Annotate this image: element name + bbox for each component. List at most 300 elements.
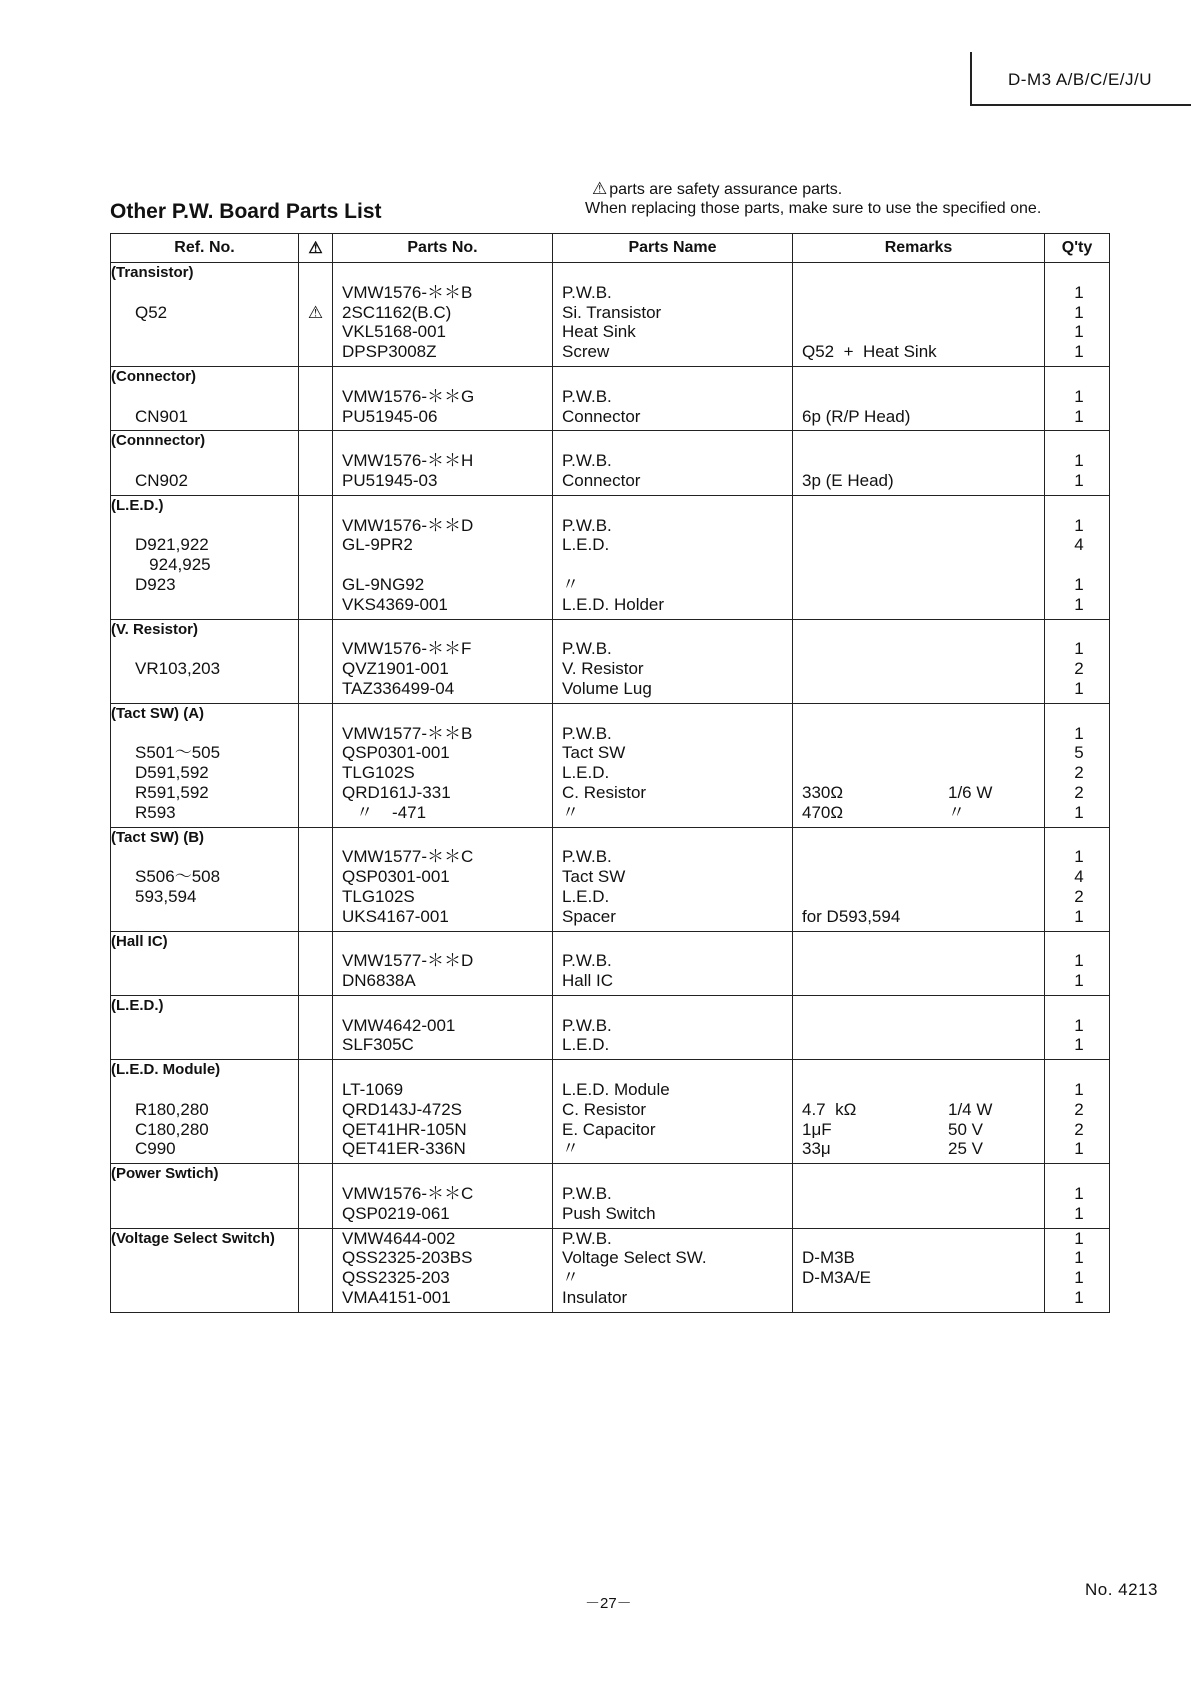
- ref-no-cell: [111, 366, 299, 430]
- warning-cell: [299, 366, 333, 430]
- qty: 1: [1074, 386, 1084, 406]
- qty: 2: [1074, 659, 1084, 679]
- warning-empty: [299, 867, 332, 887]
- ref-no: [111, 1268, 298, 1288]
- ref-no-cell: [111, 431, 299, 495]
- parts-name: C. Resistor: [562, 782, 647, 802]
- parts-no-cell: [333, 1164, 553, 1228]
- parts-no: VMW1576-＊＊C: [342, 1184, 474, 1204]
- remark: [793, 516, 1044, 536]
- parts-no-cell: [333, 366, 553, 430]
- qty: 5: [1074, 743, 1084, 763]
- remark-value: 6p (R/P Head): [802, 406, 911, 426]
- qty: 1: [1074, 406, 1084, 426]
- remark: [793, 1164, 1044, 1184]
- warning-empty: [299, 1060, 332, 1080]
- warning-empty: [299, 1035, 332, 1055]
- parts-no: [333, 828, 552, 848]
- parts-name: L.E.D.: [562, 535, 610, 555]
- parts-no: [333, 1060, 552, 1080]
- qty: [1045, 1164, 1109, 1184]
- qty: 1: [1074, 1288, 1084, 1308]
- ref-no-cell: [111, 1060, 299, 1164]
- warning-empty: [299, 996, 332, 1016]
- parts-no: UKS4167-001: [342, 906, 449, 926]
- ref-no: [111, 1016, 298, 1036]
- warning-cell: [299, 495, 333, 619]
- parts-no: TLG102S: [342, 886, 415, 906]
- ref-no-cell: [111, 827, 299, 931]
- ref-no: [111, 971, 298, 991]
- parts-name-cell: [553, 1228, 793, 1312]
- ref-no: C990: [135, 1139, 176, 1159]
- ref-no: D921,922: [135, 535, 209, 555]
- ref-no-cell: [111, 1228, 299, 1312]
- qty: 2: [1074, 1119, 1084, 1139]
- remark: [793, 322, 1044, 342]
- parts-no: [333, 1164, 552, 1184]
- parts-no: VKL5168-001: [342, 322, 446, 342]
- parts-name: [553, 620, 792, 640]
- category-label: (L.E.D.): [111, 996, 164, 1014]
- parts-name: P.W.B.: [562, 723, 612, 743]
- qty: [1045, 555, 1109, 575]
- category-label: (Connnector): [111, 432, 206, 450]
- parts-name: P.W.B.: [562, 1184, 612, 1204]
- parts-name-cell: [553, 431, 793, 495]
- remarks-cell: [793, 995, 1045, 1059]
- parts-name: 〃: [562, 802, 579, 822]
- warning-empty: [299, 1164, 332, 1184]
- parts-no: VMW1576-＊＊B: [342, 282, 473, 302]
- ref-no: VR103,203: [135, 659, 221, 679]
- remark-value: 330Ω: [802, 782, 844, 802]
- qty: 1: [1074, 1035, 1084, 1055]
- qty-cell: [1045, 619, 1110, 703]
- remark: [793, 1139, 1044, 1159]
- remark: [793, 1100, 1044, 1120]
- page-number: －27－: [585, 1595, 632, 1612]
- category-label: (Transistor): [111, 264, 194, 281]
- warning-empty: [299, 704, 332, 724]
- category-label: (Hall IC): [111, 932, 168, 950]
- ref-no: [111, 283, 298, 303]
- qty: [1045, 828, 1109, 848]
- remark: [793, 407, 1044, 427]
- category-label: (L.E.D. Module): [111, 1061, 221, 1079]
- remark-rating: 25 V: [948, 1139, 983, 1159]
- parts-no: [333, 367, 552, 387]
- qty: 1: [1074, 639, 1084, 659]
- remarks-cell: [793, 366, 1045, 430]
- qty-cell: [1045, 1228, 1110, 1312]
- warning-empty: [299, 803, 332, 823]
- remarks-cell: [793, 431, 1045, 495]
- qty-cell: [1045, 366, 1110, 430]
- parts-no: 〃 -471: [342, 802, 427, 822]
- parts-name: L.E.D.: [562, 1035, 610, 1055]
- qty: 1: [1074, 1080, 1084, 1100]
- parts-no: QRD161J-331: [342, 782, 451, 802]
- remark: [793, 679, 1044, 699]
- remarks-cell: [793, 1164, 1045, 1228]
- remarks-cell: [793, 619, 1045, 703]
- header-parts-name: Parts Name: [553, 234, 793, 263]
- ref-no: [111, 1204, 298, 1224]
- parts-no: QRD143J-472S: [342, 1099, 463, 1119]
- warning-cell: [299, 703, 333, 827]
- remark: [793, 283, 1044, 303]
- warning-empty: [299, 516, 332, 536]
- qty: 2: [1074, 886, 1084, 906]
- remark: [793, 659, 1044, 679]
- parts-name-cell: [553, 1164, 793, 1228]
- ref-no: [111, 516, 298, 536]
- ref-no: Q52: [135, 302, 168, 322]
- header-warning-icon: ⚠: [299, 234, 333, 263]
- warning-cell: [299, 263, 333, 367]
- qty: 2: [1074, 1099, 1084, 1119]
- warning-cell: [299, 827, 333, 931]
- remark: [793, 595, 1044, 615]
- remark-rating: 〃: [948, 802, 965, 822]
- remark: [793, 1016, 1044, 1036]
- ref-no-cell: [111, 619, 299, 703]
- remark-rating: 50 V: [948, 1119, 983, 1139]
- parts-no: [333, 263, 552, 283]
- remark: [793, 535, 1044, 555]
- parts-no-cell: [333, 1060, 553, 1164]
- parts-name: Si. Transistor: [562, 302, 662, 322]
- ref-no: [111, 639, 298, 659]
- warning-empty: [299, 887, 332, 907]
- qty: 1: [1074, 723, 1084, 743]
- parts-no: [333, 620, 552, 640]
- parts-name: [553, 932, 792, 952]
- remark: [793, 932, 1044, 952]
- ref-no: [111, 907, 298, 927]
- warning-empty: [299, 639, 332, 659]
- table-row: [111, 366, 1110, 430]
- warning-empty: [299, 1248, 332, 1268]
- ref-no: D923: [135, 574, 176, 594]
- warning-empty: [299, 322, 332, 342]
- remarks-cell: [793, 495, 1045, 619]
- warning-empty: [299, 971, 332, 991]
- warning-empty: [299, 907, 332, 927]
- remark: [793, 803, 1044, 823]
- warning-empty: [299, 1204, 332, 1224]
- warning-empty: [299, 1120, 332, 1140]
- parts-name: C. Resistor: [562, 1099, 647, 1119]
- ref-no: [111, 847, 298, 867]
- warning-empty: [299, 283, 332, 303]
- parts-name-cell: [553, 495, 793, 619]
- qty-cell: [1045, 495, 1110, 619]
- ref-no: 593,594: [135, 886, 197, 906]
- qty: 1: [1074, 906, 1084, 926]
- ref-no: CN902: [135, 470, 188, 490]
- parts-no-cell: [333, 1228, 553, 1312]
- warning-cell: [299, 931, 333, 995]
- category-label: (Connector): [111, 367, 196, 385]
- parts-name: Hall IC: [562, 971, 614, 991]
- qty: 1: [1074, 1228, 1084, 1248]
- parts-name: Push Switch: [562, 1203, 656, 1223]
- remark: [793, 1060, 1044, 1080]
- warning-empty: [299, 1139, 332, 1159]
- parts-name: P.W.B.: [562, 639, 612, 659]
- parts-name-cell: [553, 263, 793, 367]
- qty-cell: [1045, 703, 1110, 827]
- warning-empty: [299, 932, 332, 952]
- qty: [1045, 932, 1109, 952]
- qty: 1: [1074, 1203, 1084, 1223]
- warning-icon: ⚠: [592, 179, 608, 198]
- qty: 2: [1074, 763, 1084, 783]
- warning-cell: [299, 1228, 333, 1312]
- warning-empty: [299, 951, 332, 971]
- table-row: [111, 263, 1110, 367]
- parts-no: QSP0301-001: [342, 743, 450, 763]
- remark: [793, 575, 1044, 595]
- qty: [1045, 704, 1109, 724]
- category-label: (Power Swtich): [111, 1165, 219, 1183]
- parts-table: [110, 233, 1110, 1313]
- ref-no: [111, 342, 298, 362]
- parts-name: [553, 1060, 792, 1080]
- safety-note-line2: When replacing those parts, make sure to use the specified one.: [585, 200, 1042, 217]
- parts-no: QVZ1901-001: [342, 659, 449, 679]
- warning-empty: [299, 431, 332, 451]
- warning-empty: [299, 743, 332, 763]
- table-row: [111, 1060, 1110, 1164]
- parts-name-cell: [553, 931, 793, 995]
- parts-no: [333, 704, 552, 724]
- parts-name: Tact SW: [562, 867, 626, 887]
- parts-no-cell: [333, 703, 553, 827]
- table-row: [111, 1228, 1110, 1312]
- parts-name-cell: [553, 703, 793, 827]
- warning-empty: [299, 724, 332, 744]
- warning-empty: [299, 1268, 332, 1288]
- parts-name-cell: [553, 366, 793, 430]
- remark-value: D-M3A/E: [802, 1268, 871, 1288]
- qty-cell: [1045, 1060, 1110, 1164]
- qty-cell: [1045, 1164, 1110, 1228]
- warning-empty: [299, 1100, 332, 1120]
- remark-value: 3p (E Head): [802, 470, 894, 490]
- table-row: [111, 931, 1110, 995]
- category-label: (Tact SW) (A): [111, 704, 205, 722]
- model-number: D-M3 A/B/C/E/J/U: [1008, 70, 1153, 89]
- parts-no: [333, 431, 552, 451]
- remark-value: 470Ω: [802, 802, 844, 822]
- qty: 4: [1074, 535, 1084, 555]
- qty: 1: [1074, 342, 1084, 362]
- parts-name-cell: [553, 1060, 793, 1164]
- remark: [793, 639, 1044, 659]
- header-remarks: Remarks: [793, 234, 1045, 263]
- warning-empty: [299, 620, 332, 640]
- ref-no-cell: [111, 263, 299, 367]
- warning-cell: [299, 1060, 333, 1164]
- parts-name: 〃: [562, 1268, 579, 1288]
- ref-no-cell: [111, 495, 299, 619]
- qty: 1: [1074, 282, 1084, 302]
- remark: [793, 1204, 1044, 1224]
- parts-no: [333, 496, 552, 516]
- ref-no-cell: [111, 703, 299, 827]
- qty: 1: [1074, 302, 1084, 322]
- warning-empty: [299, 555, 332, 575]
- parts-name: 〃: [562, 574, 579, 594]
- ref-no-cell: [111, 995, 299, 1059]
- qty: 1: [1074, 1139, 1084, 1159]
- ref-no: [111, 387, 298, 407]
- parts-name: P.W.B.: [562, 951, 612, 971]
- parts-name-cell: [553, 995, 793, 1059]
- qty: 1: [1074, 470, 1084, 490]
- remark: [793, 555, 1044, 575]
- parts-no: SLF305C: [342, 1035, 414, 1055]
- parts-no: QSP0219-061: [342, 1203, 450, 1223]
- remark: [793, 847, 1044, 867]
- warning-empty: [299, 471, 332, 491]
- qty: 1: [1074, 515, 1084, 535]
- qty: 1: [1074, 322, 1084, 342]
- remark: [793, 1035, 1044, 1055]
- remark: [793, 620, 1044, 640]
- qty: 1: [1074, 847, 1084, 867]
- parts-name: [553, 704, 792, 724]
- parts-no: DPSP3008Z: [342, 342, 437, 362]
- remark: [793, 1184, 1044, 1204]
- remark-value: 33μ: [802, 1139, 831, 1159]
- parts-no-cell: [333, 495, 553, 619]
- remark: [793, 907, 1044, 927]
- parts-name: Tact SW: [562, 743, 626, 763]
- parts-name: L.E.D. Holder: [562, 594, 665, 614]
- table-header-row: [111, 234, 1110, 263]
- remark: [793, 1229, 1044, 1249]
- warning-empty: [299, 342, 332, 362]
- remark: [793, 496, 1044, 516]
- qty: [1045, 620, 1109, 640]
- warning-cell: [299, 995, 333, 1059]
- remark-value: 1μF: [802, 1119, 832, 1139]
- parts-no-cell: [333, 931, 553, 995]
- ref-no: S501～505: [135, 743, 221, 763]
- header-ref-no: Ref. No.: [111, 234, 299, 263]
- qty: 1: [1074, 574, 1084, 594]
- parts-no: QSS2325-203BS: [342, 1248, 473, 1268]
- parts-name: [553, 263, 792, 283]
- parts-table-body: [111, 263, 1110, 1313]
- qty-cell: [1045, 995, 1110, 1059]
- document-number: No. 4213: [1085, 1580, 1158, 1599]
- parts-name: L.E.D.: [562, 763, 610, 783]
- safety-note-text: parts are safety assurance parts.: [609, 181, 843, 198]
- parts-name: [553, 828, 792, 848]
- warning-empty: [299, 828, 332, 848]
- parts-no: VMW1576-＊＊H: [342, 451, 474, 471]
- remark: [793, 704, 1044, 724]
- remarks-cell: [793, 1228, 1045, 1312]
- qty: [1045, 263, 1109, 283]
- table-row: [111, 619, 1110, 703]
- parts-no: 2SC1162(B.C): [342, 302, 452, 322]
- qty: 1: [1074, 802, 1084, 822]
- warning-empty: [299, 263, 332, 283]
- ref-no: [111, 1035, 298, 1055]
- ref-no-cell: [111, 1164, 299, 1228]
- qty-cell: [1045, 263, 1110, 367]
- qty: 1: [1074, 451, 1084, 471]
- page-title: Other P.W. Board Parts List: [110, 200, 382, 223]
- parts-name: [553, 496, 792, 516]
- parts-no: VKS4369-001: [342, 594, 448, 614]
- ref-no: [111, 679, 298, 699]
- parts-no: PU51945-03: [342, 470, 438, 490]
- warning-empty: [299, 1080, 332, 1100]
- parts-no: QET41ER-336N: [342, 1139, 466, 1159]
- header-parts-no: Parts No.: [333, 234, 553, 263]
- ref-no: R180,280: [135, 1099, 209, 1119]
- parts-no: [333, 555, 552, 575]
- warning-empty: [299, 659, 332, 679]
- header-qty: Q'ty: [1045, 234, 1110, 263]
- parts-name: P.W.B.: [562, 847, 612, 867]
- ref-no: D591,592: [135, 763, 209, 783]
- parts-name-cell: [553, 827, 793, 931]
- remark: [793, 431, 1044, 451]
- parts-no: TAZ336499-04: [342, 678, 455, 698]
- remarks-cell: [793, 1060, 1045, 1164]
- table-row: [111, 431, 1110, 495]
- parts-no-cell: [333, 431, 553, 495]
- ref-no: [111, 1080, 298, 1100]
- remarks-cell: [793, 931, 1045, 995]
- parts-no: VMW1577-＊＊C: [342, 847, 474, 867]
- parts-no: GL-9NG92: [342, 574, 425, 594]
- parts-no: VMA4151-001: [342, 1288, 451, 1308]
- parts-name: P.W.B.: [562, 386, 612, 406]
- warning-empty: [299, 847, 332, 867]
- qty: [1045, 1060, 1109, 1080]
- warning-empty: [299, 407, 332, 427]
- parts-name: [553, 555, 792, 575]
- qty: [1045, 496, 1109, 516]
- qty: [1045, 431, 1109, 451]
- parts-name: [553, 367, 792, 387]
- ref-no: [111, 1288, 298, 1308]
- parts-name: Volume Lug: [562, 678, 652, 698]
- ref-no: [111, 951, 298, 971]
- parts-name: Spacer: [562, 906, 616, 926]
- remark-value: D-M3B: [802, 1248, 855, 1268]
- parts-no-cell: [333, 619, 553, 703]
- parts-no: QSS2325-203: [342, 1268, 450, 1288]
- remark: [793, 783, 1044, 803]
- parts-no: VMW1577-＊＊B: [342, 723, 473, 743]
- qty: 2: [1074, 782, 1084, 802]
- qty: 1: [1074, 1184, 1084, 1204]
- warning-empty: [299, 451, 332, 471]
- remark: [793, 263, 1044, 283]
- remark: [793, 724, 1044, 744]
- ref-no: S506～508: [135, 867, 221, 887]
